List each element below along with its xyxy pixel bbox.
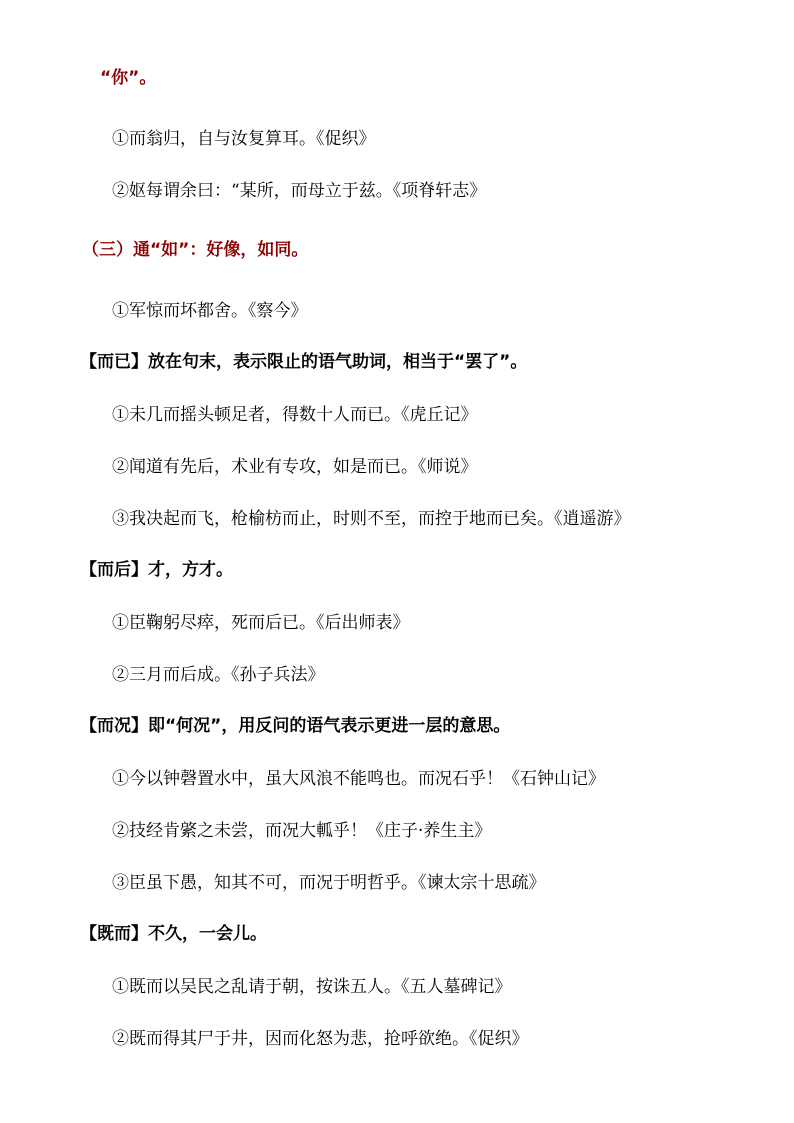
- example-sentence: ②技经肯綮之未尝，而况大軱乎！《庄子·养生主》: [112, 821, 492, 841]
- entry-heading-jier: 【既而】不久，一会儿。: [80, 924, 267, 944]
- example-sentence: ③臣虽下愚，知其不可，而况于明哲乎。《谏太宗十思疏》: [112, 873, 546, 893]
- entry-heading-erkuang: 【而况】即“何况”，用反问的语气表示更进一层的意思。: [80, 716, 511, 736]
- entry-heading-erhou: 【而后】才，方才。: [80, 560, 233, 580]
- example-sentence: ①未几而摇头顿足者，得数十人而已。《虎丘记》: [112, 405, 478, 425]
- example-sentence: ②三月而后成。《孙子兵法》: [112, 665, 325, 685]
- sub-heading: （三）通“如”：好像，如同。: [82, 240, 309, 260]
- example-sentence: ②妪每谓余曰：“某所，而母立于兹。《项脊轩志》: [112, 181, 487, 201]
- example-sentence: ①既而以吴民之乱请于朝，按诛五人。《五人墓碑记》: [112, 977, 512, 997]
- entry-heading-eryi: 【而已】放在句末，表示限止的语气助词，相当于“罢了”。: [80, 352, 528, 372]
- example-sentence: ②闻道有先后，术业有专攻，如是而已。《师说》: [112, 457, 478, 477]
- example-sentence: ①而翁归，自与汝复算耳。《促织》: [112, 129, 376, 149]
- example-sentence: ②既而得其尸于井，因而化怒为悲，抢呼欲绝。《促织》: [112, 1029, 529, 1049]
- example-sentence: ③我决起而飞，枪榆枋而止，时则不至，而控于地而已矣。《逍遥游》: [112, 509, 631, 529]
- example-sentence: ①臣鞠躬尽瘁，死而后已。《后出师表》: [112, 613, 410, 633]
- example-sentence: ①今以钟磬置水中，虽大风浪不能鸣也。而况石乎！《石钟山记》: [112, 769, 605, 789]
- example-sentence: ①军惊而坏都舍。《察今》: [112, 301, 308, 321]
- red-heading-line: “你”。: [100, 68, 157, 88]
